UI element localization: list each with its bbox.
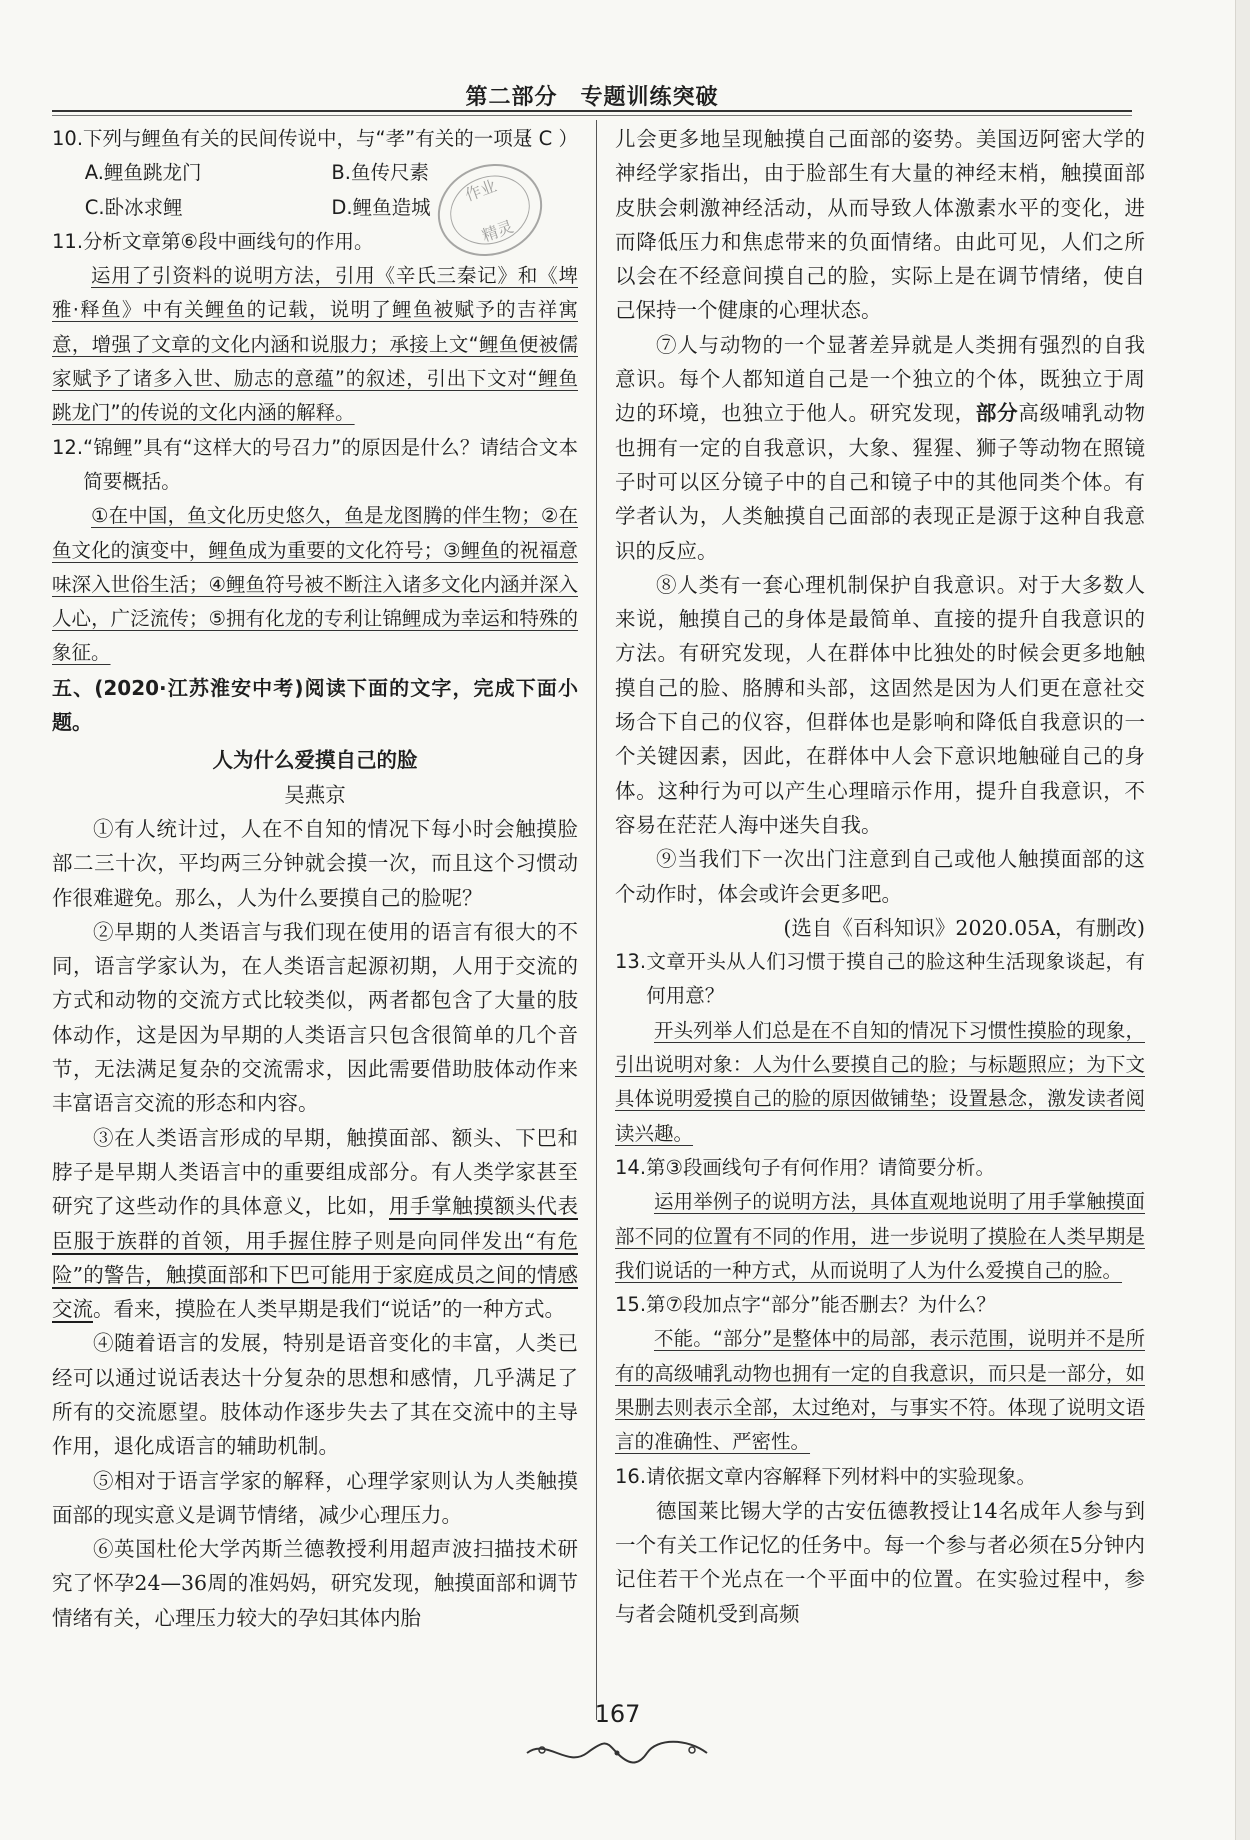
- paragraph-continued: 儿会更多地呈现触摸自己面部的姿势。美国迈阿密大学的神经学家指出，由于脸部生有大量的神经末梢，触摸面部皮肤会刺激神经活动，从而导致人体激素水平的变化，进而降低压力和焦虑带来的负面情绪。由此可见，人们之所以会在不经意间摸自己的脸，实际上是在调节情绪，使自己保持一个健康的心理状态。: [615, 127, 1145, 323]
- header-title: 第二部分 专题训练突破: [465, 85, 719, 110]
- page-number: 167: [594, 1700, 641, 1728]
- paragraph: ②早期的人类语言与我们现在使用的语言有很大的不同，语言学家认为，在人类语言起源初期，人用于交流的方式和动物的交流方式比较类似，两者都包含了大量的肢体动作，这是因为早期的人类语言只包含很简单的几个音节，无法满足复杂的交流需求，因此需要借助肢体动作来丰富语言交流的形态和内容。: [52, 919, 578, 1116]
- answer-text: 开头列举人们总是在不自知的情况下习惯性摸脸的现象，引出说明对象：人为什么要摸自己的脸；与标题照应；为下文具体说明爱摸自己的脸的原因做铺垫；设置悬念，激发读者阅读兴趣。: [615, 1018, 1145, 1145]
- question: 11.分析文章第⑥段中画线句的作用。: [52, 229, 374, 253]
- option: A.鲤鱼跳龙门: [84, 161, 202, 185]
- option: B.鱼传尺素: [331, 161, 429, 185]
- right-column: [615, 122, 1145, 1631]
- paragraph-text: ⑦人与动物的一个显著差异就是人类拥有强烈的自我意识。每个人都知道自己是一个独立的个体，既独立于周边的环境，也独立于他人。研究发现，: [615, 332, 1145, 426]
- source-note: (选自《百科知识》2020.05A，有删改): [783, 915, 1145, 940]
- question: 10.下列与鲤鱼有关的民间传说中，与“孝”有关的一项是 （ C ）: [52, 122, 578, 156]
- paragraph-text: 高级哺乳动物也拥有一定的自我意识，大象、猩猩、狮子等动物在照镜子时可以区分镜子中的自己和镜子中的其他同类个体。有学者认为，人类触摸自己面部的表现正是源于这种自我意识的反应。: [615, 401, 1146, 563]
- paragraph: ⑨当我们下一次出门注意到自己或他人触摸面部的这个动作时，体会或许会更多吧。: [615, 847, 1145, 906]
- paragraph: [52, 1121, 578, 1327]
- paragraph: ⑤相对于语言学家的解释，心理学家则认为人类触摸面部的现实意义是调节情绪，减少心理压力。: [52, 1468, 578, 1527]
- question: 13.文章开头从人们习惯于摸自己的脸这种生活现象谈起，有何用意？: [615, 950, 1145, 1008]
- paragraph: ④随着语言的发展，特别是语音变化的丰富，人类已经可以通过说话表达十分复杂的思想和感情，几乎满足了所有的交流愿望。肢体动作逐步失去了其在交流中的主导作用，退化成语言的辅助机制。: [52, 1331, 578, 1459]
- left-column: [52, 122, 578, 1635]
- paragraph: 德国莱比锡大学的古安伍德教授让14名成年人参与到一个有关工作记忆的任务中。每一个参与者必须在5分钟内记住若干个光点在一个平面中的位置。在实验过程中，参与者会随机受到高频: [615, 1498, 1145, 1626]
- svg-text:精灵: 精灵: [479, 216, 516, 246]
- answer-choice: （ C ）: [512, 127, 578, 150]
- question: 16.请依据文章内容解释下列材料中的实验现象。: [615, 1464, 1037, 1488]
- dotted-emphasis: 部分: [975, 401, 1019, 426]
- answer-text: 运用举例子的说明方法，具体直观地说明了用手掌触摸面部不同的位置有不同的作用，进一步说明了摸脸在人类早期是我们说话的一种方式，从而说明了人为什么爱摸自己的脸。: [615, 1190, 1145, 1282]
- question: 12.“锦鲤”具有“这样大的号召力”的原因是什么？请结合文本简要概括。: [52, 435, 578, 493]
- paragraph: ⑧人类有一套心理机制保护自我意识。对于大多数人来说，触摸自己的身体是最简单、直接的提升自我意识的方法。有研究发现，人在群体中比独处的时候会更多地触摸自己的脸、胳膊和头部，这固然是因为人们更在意社交场合下自己的仪容，但群体也是影响和降低自我意识的一个关键因素，因此，在群体中人会下意识地触碰自己的身体。这种行为可以产生心理暗示作用，提升自我意识，不容易在茫茫人海中迷失自我。: [615, 572, 1145, 837]
- section-heading: 五、(2020·江苏淮安中考)阅读下面的文字，完成下面小题。: [52, 675, 578, 735]
- answer-text: 不能。“部分”是整体中的局部，表示范围，说明并不是所有的高级哺乳动物也拥有一定的自我意识，而只是一部分，如果删去则表示全部，太过绝对，与事实不符。体现了说明文语言的准确性、严密性。: [615, 1327, 1145, 1454]
- column-divider: [596, 120, 597, 1720]
- page-header: [52, 80, 1132, 110]
- stamp-seal: [430, 150, 550, 270]
- paragraph: ⑥英国杜伦大学芮斯兰德教授利用超声波扫描技术研究了怀孕24—36周的准妈妈，研究发现，触摸面部和调节情绪有关，心理压力较大的孕妇其体内胎: [52, 1537, 578, 1630]
- header-rule: [52, 110, 1132, 116]
- paragraph: ①有人统计过，人在不自知的情况下每小时会触摸脸部二三十次，平均两三分钟就会摸一次，而且这个习惯动作很难避免。那么，人为什么要摸自己的脸呢？: [52, 816, 578, 910]
- option: C.卧冰求鲤: [84, 195, 183, 219]
- option: D.鲤鱼造城: [331, 195, 431, 219]
- underlined-sentence: 用手掌触摸额头代表臣服于族群的首领，用手握住脖子则是向同伴发出“有危险”的警告，触摸面部和下巴可能用于家庭成员之间的情感交流: [52, 1194, 578, 1322]
- question: 14.第③段画线句子有何作用？请简要分析。: [615, 1155, 995, 1179]
- flourish-ornament-icon: [522, 1738, 712, 1768]
- article-title: 人为什么爱摸自己的脸: [212, 748, 418, 773]
- paragraph: [615, 328, 1145, 568]
- paragraph-text: ③在人类语言形成的早期，触摸面部、额头、下巴和脖子是早期人类语言中的重要组成部分。有人类学家甚至研究了这些动作的具体意义，比如，: [52, 1125, 578, 1219]
- question: 15.第⑦段加点字“部分”能否删去？为什么？: [615, 1293, 996, 1317]
- svg-text:作业: 作业: [462, 176, 500, 205]
- article-author: 吴燕京: [284, 782, 346, 807]
- paragraph-text: 。看来，摸脸在人类早期是我们“说话”的一种方式。: [93, 1297, 565, 1322]
- answer-text: 运用了引资料的说明方法，引用《辛氏三秦记》和《埤雅·释鱼》中有关鲤鱼的记载，说明了鲤鱼被赋予的吉祥寓意，增强了文章的文化内涵和说服力；承接上文“鲤鱼便被儒家赋予了诸多入世、励志的意蕴”的叙述，引出下文对“鲤鱼跳龙门”的传说的文化内涵的解释。: [52, 264, 578, 425]
- answer-text: ①在中国，鱼文化历史悠久，鱼是龙图腾的伴生物；②在鱼文化的演变中，鲤鱼成为重要的文化符号；③鲤鱼的祝福意味深入世俗生活；④鲤鱼符号被不断注入诸多文化内涵并深入人心，广泛流传；⑤拥有化龙的专利让锦鲤成为幸运和特殊的象征。: [52, 504, 578, 665]
